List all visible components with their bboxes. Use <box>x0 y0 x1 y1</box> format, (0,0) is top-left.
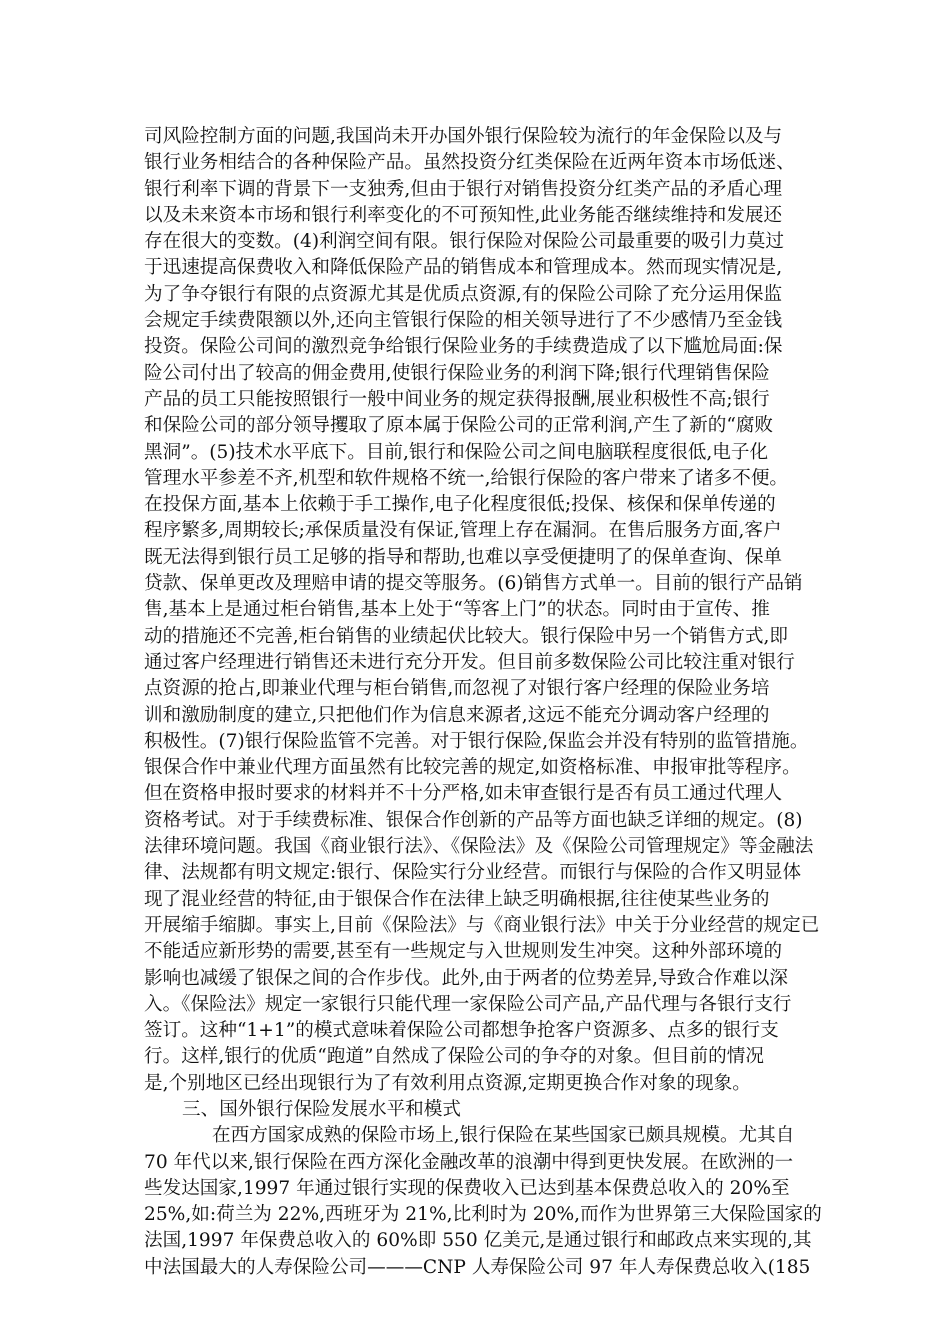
text-line: 于迅速提高保费收入和降低保险产品的销售成本和管理成本。然而现实情况是, <box>144 257 783 279</box>
text-line: 为了争夺银行有限的点资源尤其是优质点资源,有的保险公司除了充分运用保监 <box>144 283 783 305</box>
text-line: 律、法规都有明文规定:银行、保险实行分业经营。而银行与保险的合作又明显体 <box>144 862 802 884</box>
text-line: 程序繁多,周期较长;承保质量没有保证,管理上存在漏洞。在售后服务方面,客户 <box>144 520 782 542</box>
text-line: 通过客户经理进行销售还未进行充分开发。但目前多数保险公司比较注重对银行 <box>144 651 795 673</box>
document-page <box>144 124 822 1281</box>
text-line: 点资源的抢占,即兼业代理与柜台销售,而忽视了对银行客户经理的保险业务培 <box>144 678 770 700</box>
text-line: 是,个别地区已经出现银行为了有效利用点资源,定期更换合作对象的现象。 <box>144 1072 751 1094</box>
text-line: 司风险控制方面的问题,我国尚未开办国外银行保险较为流行的年金保险以及与 <box>144 126 783 147</box>
text-line: 但在资格申报时要求的材料并不十分严格,如未审查银行是否有员工通过代理人 <box>144 783 783 805</box>
text-line: 银保合作中兼业代理方面虽然有比较完善的规定,如资格标准、申报审批等程序。 <box>144 757 801 779</box>
text-line: 动的措施还不完善,柜台销售的业绩起伏比较大。银行保险中另一个销售方式,即 <box>144 625 789 647</box>
text-line: 行。这样,银行的优质“跑道”自然成了保险公司的争夺的对象。但目前的情况 <box>144 1046 764 1068</box>
body-paragraph <box>144 124 820 1097</box>
text-line: 签订。这种“1+1”的模式意味着保险公司都想争抢客户资源多、点多的银行支 <box>144 1020 779 1042</box>
text-line: 在西方国家成熟的保险市场上,银行保险在某些国家已颇具规模。尤其自 <box>212 1125 795 1147</box>
text-line: 险公司付出了较高的佣金费用,使银行保险业务的利润下降;银行代理销售保险 <box>144 362 770 384</box>
text-line: 银行业务相结合的各种保险产品。虽然投资分红类保险在近两年资本市场低迷、 <box>144 152 795 174</box>
text-line: 训和激励制度的建立,只把他们作为信息来源者,这远不能充分调动客户经理的 <box>144 704 770 726</box>
text-line: 以及未来资本市场和银行利率变化的不可预知性,此业务能否继续维持和发展还 <box>144 204 783 226</box>
text-line: 法律环境问题。我国《商业银行法》、《保险法》及《保险公司管理规定》等金融法 <box>144 836 814 858</box>
text-line: 25%,如:荷兰为 22%,西班牙为 21%,比利时为 20%,而作为世界第三大保险国家的 <box>144 1204 822 1226</box>
text-line: 银行利率下调的背景下一支独秀,但由于银行对销售投资分红类产品的矛盾心理 <box>144 178 783 200</box>
text-line: 开展缩手缩脚。事实上,目前《保险法》与《商业银行法》中关于分业经营的规定已 <box>144 914 820 936</box>
text-line: 售,基本上是通过柜台销售,基本上处于“等客上门”的状态。同时由于宣传、推 <box>144 599 770 621</box>
text-line: 在投保方面,基本上依赖于手工操作,电子化程度很低;投保、核保和保单传递的 <box>144 494 776 516</box>
text-line: 存在很大的变数。(4)利润空间有限。银行保险对保险公司最重要的吸引力莫过 <box>144 231 784 253</box>
text-line: 既无法得到银行员工足够的指导和帮助,也难以享受便捷明了的保单查询、保单 <box>144 546 783 568</box>
text-line: 些发达国家,1997 年通过银行实现的保费收入已达到基本保费总收入的 20%至 <box>144 1177 790 1199</box>
text-line: 现了混业经营的特征,由于银保合作在法律上缺乏明确根据,往往使某些业务的 <box>144 888 770 910</box>
text-line: 资格考试。对于手续费标准、银保合作创新的产品等方面也缺乏详细的规定。(8) <box>144 809 803 831</box>
text-line: 黑洞”。(5)技术水平底下。目前,银行和保险公司之间电脑联程度很低,电子化 <box>144 441 769 463</box>
text-line: 贷款、保单更改及理赔申请的提交等服务。(6)销售方式单一。目前的银行产品销 <box>144 573 803 595</box>
text-line: 投资。保险公司间的激烈竞争给银行保险业务的手续费造成了以下尴尬局面:保 <box>144 336 783 358</box>
text-line: 70 年代以来,银行保险在西方深化金融改革的浪潮中得到更快发展。在欧洲的一 <box>144 1151 794 1173</box>
text-line: 和保险公司的部分领导攫取了原本属于保险公司的正常利润,产生了新的“腐败 <box>144 415 774 437</box>
text-line: 入。《保险法》规定一家银行只能代理一家保险公司产品,产品代理与各银行支行 <box>144 993 792 1015</box>
text-line: 法国,1997 年保费总收入的 60%即 550 亿美元,是通过银行和邮政点来实现的,其 <box>144 1230 812 1252</box>
text-line: 积极性。(7)银行保险监管不完善。对于银行保险,保监会并没有特别的监管措施。 <box>144 730 809 752</box>
text-line: 中法国最大的人寿保险公司———CNP 人寿保险公司 97 年人寿保费总收入(185 <box>144 1256 811 1278</box>
body-paragraph-section-three <box>144 1123 822 1281</box>
text-line: 不能适应新形势的需要,甚至有一些规定与入世规则发生冲突。这种外部环境的 <box>144 941 783 963</box>
text-line: 管理水平参差不齐,机型和软件规格不统一,给银行保险的客户带来了诸多不便。 <box>144 467 789 489</box>
text-line: 影响也减缓了银保之间的合作步伐。此外,由于两者的位势差异,导致合作难以深 <box>144 967 789 989</box>
text-line: 产品的员工只能按照银行一般中间业务的规定获得报酬,展业积极性不高;银行 <box>144 388 770 410</box>
text-line: 会规定手续费限额以外,还向主管银行保险的相关领导进行了不少感情乃至金钱 <box>144 310 783 332</box>
section-heading: 三、国外银行保险发展水平和模式 <box>182 1098 461 1120</box>
